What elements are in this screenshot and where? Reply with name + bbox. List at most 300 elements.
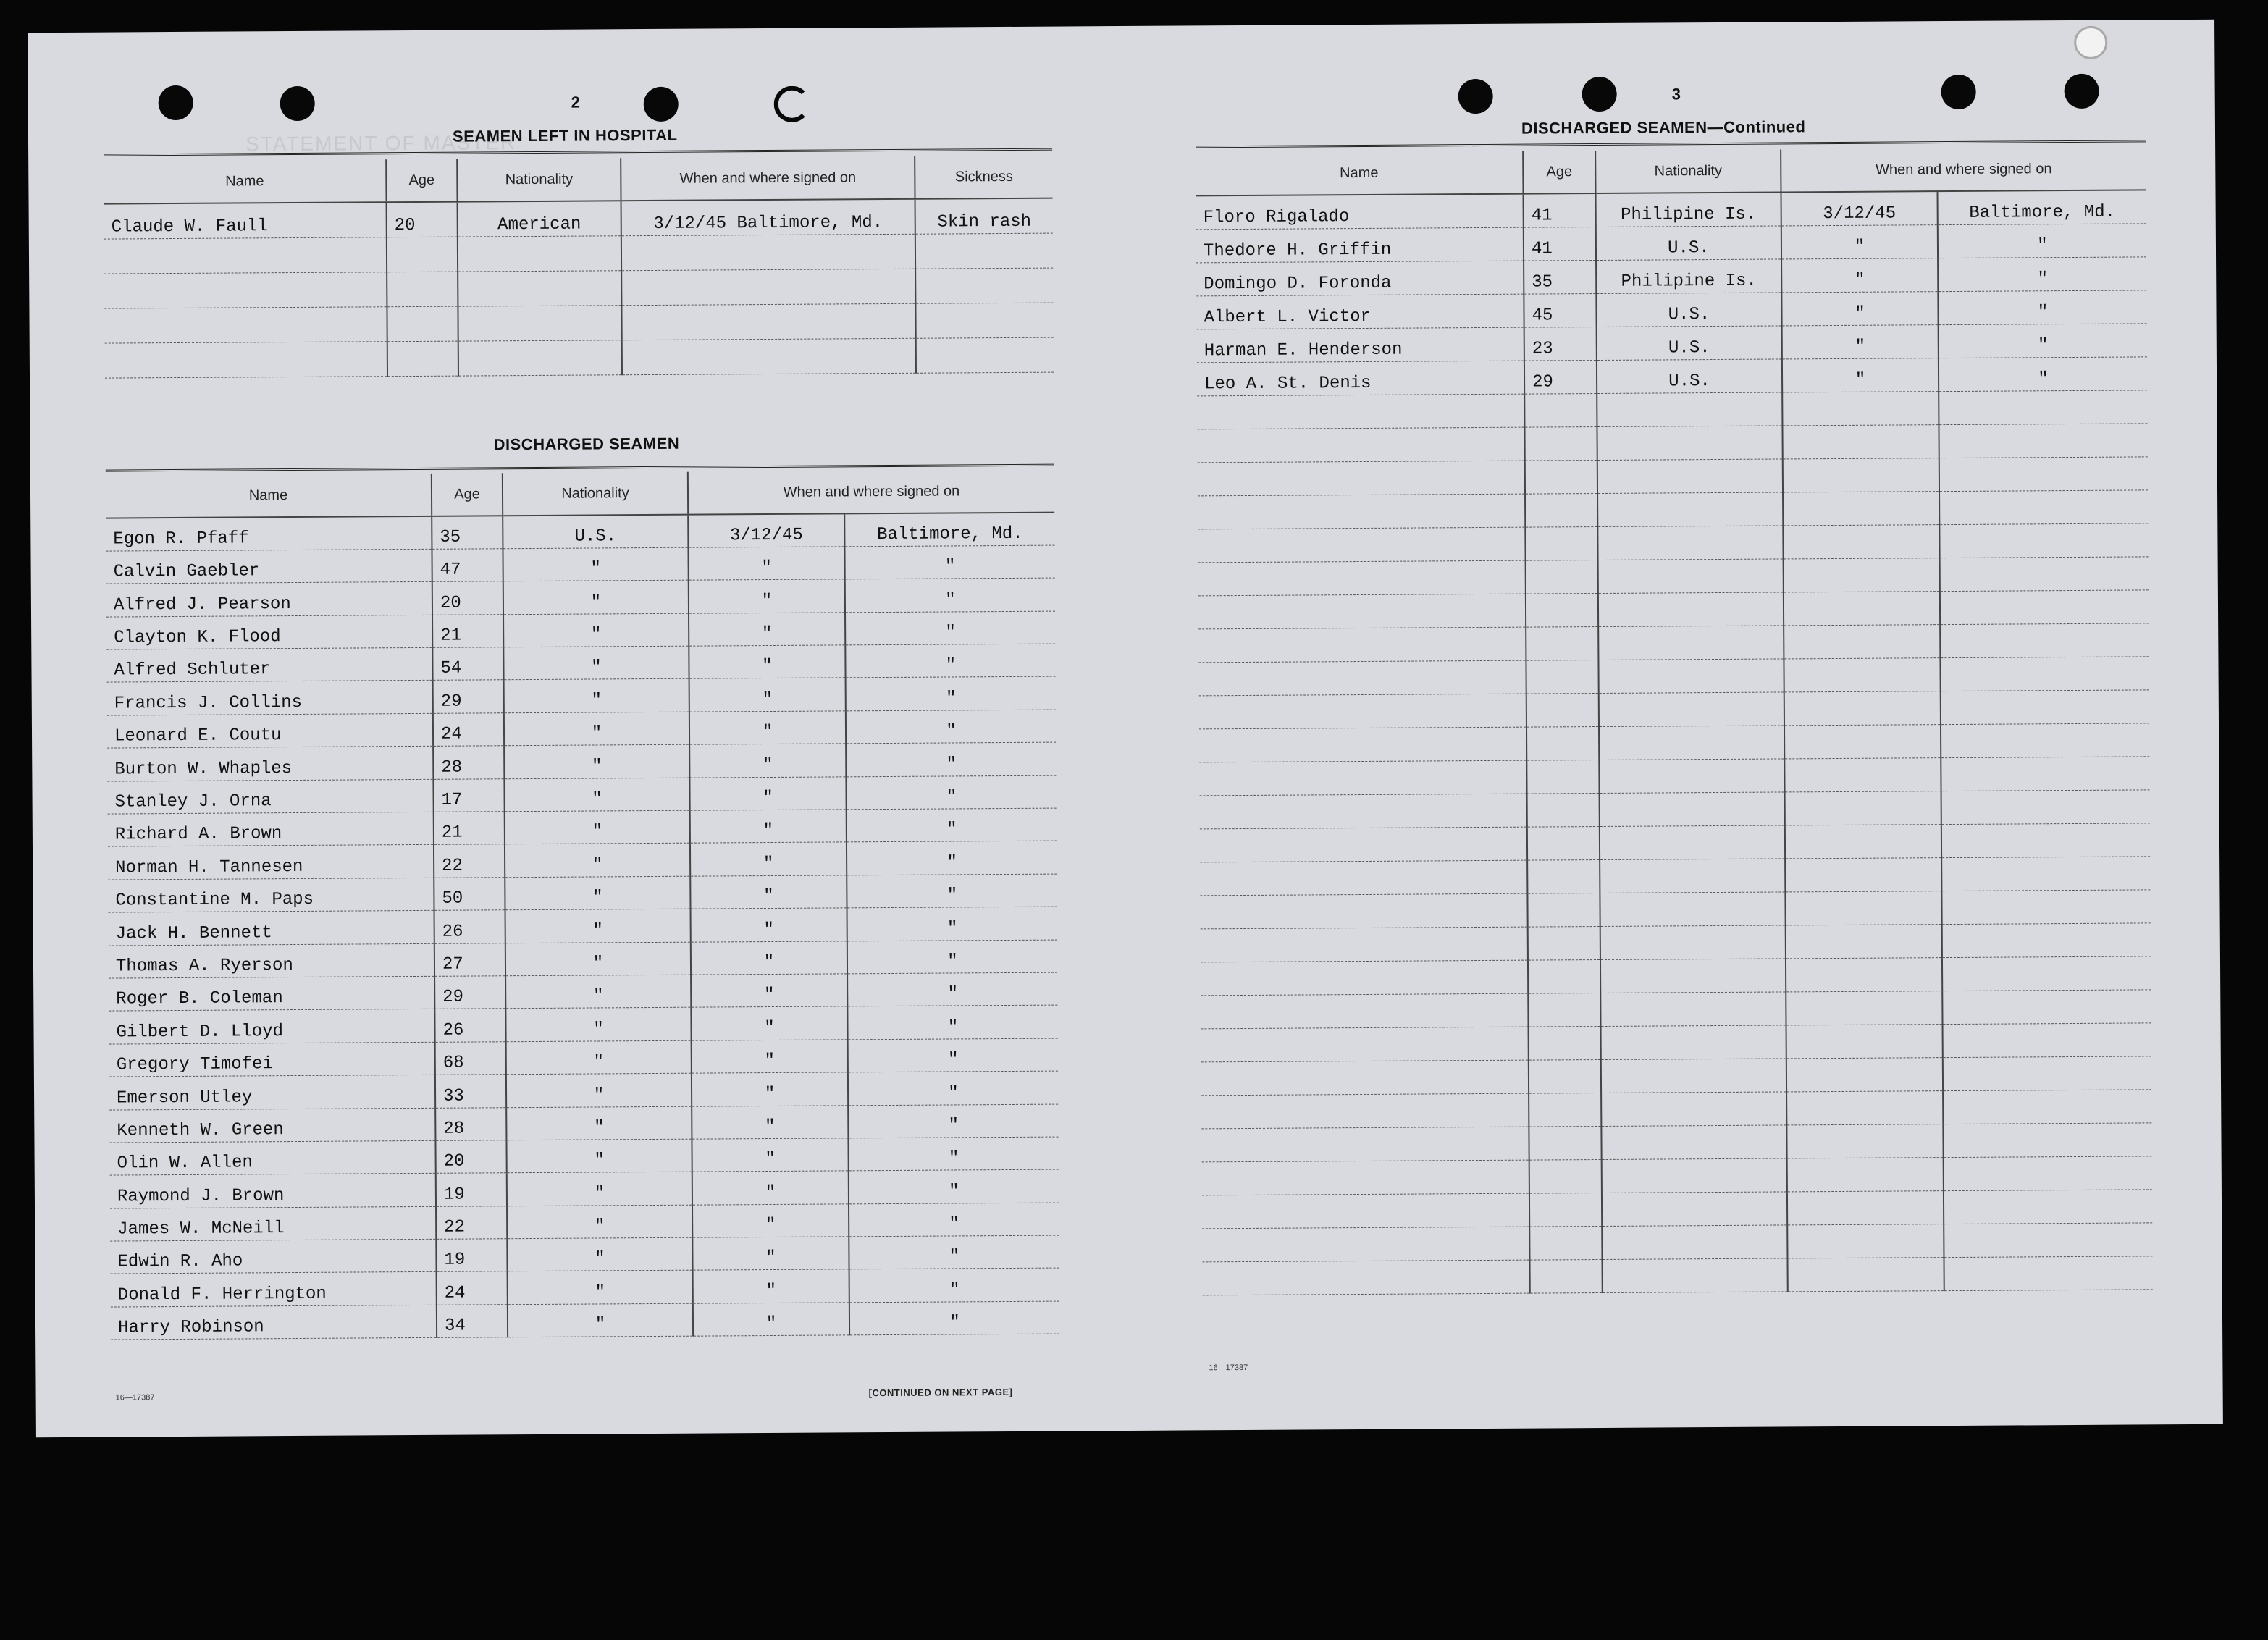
signed-on-place-cell: " [844,545,1054,579]
column-header: Name [104,159,386,203]
signed-on-date-cell: " [689,776,846,810]
blank-cell [1939,523,2148,558]
signed-on-place-cell: " [849,1203,1059,1237]
blank-row [1198,623,2149,662]
age-cell: 22 [434,844,505,878]
blank-cell [1599,725,1784,760]
name-cell: Alfred Schluter [106,647,432,682]
blank-cell [1529,1159,1602,1193]
blank-cell [1203,1260,1530,1295]
name-cell [104,237,387,273]
signed-on-place-cell: " [849,1269,1059,1303]
name-cell: James W. McNeill [110,1206,436,1241]
table-row [110,1235,1059,1274]
signed-on-date-cell: " [691,908,847,942]
blank-cell [1944,1189,2152,1224]
age-cell: 29 [433,680,504,713]
blank-cell [1786,1090,1943,1124]
signed-on-place-cell: " [848,1104,1058,1138]
blank-cell [1529,1093,1601,1127]
nationality-cell: " [506,1073,692,1107]
column-header: Name [1196,151,1523,196]
blank-cell [1940,556,2149,591]
blank-cell [1940,589,2149,624]
age-cell: 19 [436,1239,507,1272]
nationality-cell: Philipine Is. [1595,192,1781,227]
age-cell: 21 [434,812,505,845]
table-row [106,513,1054,551]
name-cell: Edwin R. Aho [110,1239,436,1274]
blank-cell [1527,859,1600,893]
signed-on-place-cell: " [1939,356,2147,391]
signed-on-place-cell: " [847,907,1057,941]
blank-cell [1200,827,1527,862]
name-cell: Clayton K. Flood [106,615,432,649]
table-row [104,303,1053,343]
blank-cell [1784,657,1940,691]
blank-cell [1597,392,1782,426]
signed-on-place-cell: " [846,742,1056,776]
page-number: 3 [1671,85,1681,104]
blank-row [1201,1122,2151,1161]
blank-cell [1783,458,1939,492]
signed-on-date-cell: " [689,579,845,613]
age-cell: 29 [434,976,505,1009]
age-cell: 41 [1523,193,1595,227]
blank-cell [1599,691,1784,726]
name-cell: Olin W. Allen [109,1140,435,1175]
age-cell: 23 [1524,327,1597,361]
blank-cell [1197,427,1524,463]
signed-on-date-cell: " [692,1040,848,1074]
blank-cell [1201,1060,1529,1096]
nationality-cell: " [505,844,690,878]
sickness-cell [916,337,1054,373]
blank-cell [1202,1193,1529,1229]
continued-note: [CONTINUED ON NEXT PAGE] [868,1386,1013,1399]
column-header: When and where signed on [621,156,915,201]
title-suffix: —Continued [1707,117,1806,137]
blank-cell [1786,957,1942,991]
signed-on-date-cell: " [689,678,846,712]
blank-cell [1526,760,1599,794]
nationality-cell [458,235,621,271]
signed-on-cell [621,303,915,340]
nationality-cell: " [505,810,690,844]
age-cell: 17 [433,778,504,812]
blank-row [1200,889,2150,928]
blank-cell [1784,691,1941,725]
signed-on-date-cell: " [690,875,847,909]
blank-cell [1201,927,1528,962]
blank-row [1201,1056,2151,1095]
blank-cell [1199,760,1526,796]
blank-cell [1201,1127,1529,1162]
blank-cell [1527,826,1600,860]
nationality-cell: " [506,1040,692,1075]
blank-cell [1597,425,1782,460]
signed-on-date-cell: " [688,547,844,581]
blank-cell [1787,1157,1944,1191]
blank-cell [1786,1057,1943,1091]
blank-cell [1198,527,1525,563]
table-row [106,611,1055,649]
blank-cell [1942,956,2151,991]
table-row [107,775,1056,814]
blank-cell [1943,1089,2151,1124]
name-cell: Albert L. Victor [1196,294,1524,329]
blank-cell [1785,791,1941,825]
blank-cell [1525,460,1597,494]
blank-cell [1526,693,1599,727]
name-cell: Gilbert D. Lloyd [109,1009,434,1044]
nationality-cell: U.S. [1596,225,1781,260]
column-header: Sickness [915,156,1052,199]
name-cell [105,341,387,377]
name-cell: Francis J. Collins [107,681,433,715]
blank-cell [1941,723,2149,757]
nationality-cell: " [504,679,689,713]
signed-on-place-cell: " [1939,323,2147,358]
blank-cell [1598,558,1784,593]
table-row [109,1071,1058,1109]
nationality-cell [458,305,621,340]
table-row [111,1301,1059,1340]
signed-on-place-cell: " [847,874,1057,908]
nationality-cell: " [505,942,691,976]
age-cell: 22 [436,1206,507,1239]
age-cell: 45 [1524,293,1596,327]
sickness-cell: Skin rash [915,198,1053,234]
table-row [109,1038,1058,1077]
nationality-cell: American [458,201,621,236]
blank-cell [1942,922,2151,957]
blank-cell [1943,1122,2151,1157]
signed-on-date-cell: " [1781,224,1938,258]
age-cell: 24 [437,1271,508,1305]
blank-cell [1786,991,1942,1025]
age-cell: 35 [432,516,503,549]
blank-cell [1200,860,1527,896]
column-header: Nationality [457,158,621,201]
signed-on-place-cell: " [847,972,1057,1006]
age-cell: 20 [435,1140,506,1174]
age-cell: 20 [432,581,503,615]
blank-cell [1787,1257,1944,1291]
blank-cell [1200,893,1527,929]
blank-cell [1601,1025,1786,1059]
blank-cell [1201,993,1528,1029]
signed-on-place-cell: " [846,710,1056,744]
blank-cell [1941,889,2150,924]
blank-row [1198,456,2148,495]
age-cell: 28 [435,1107,506,1140]
blank-row [1198,523,2148,562]
signed-on-cell: 3/12/45 Baltimore, Md. [621,199,915,235]
blank-cell [1529,1026,1601,1060]
blank-cell [1526,560,1598,594]
title-text: DISCHARGED SEAMEN [1521,118,1708,138]
column-header: When and where signed on [1781,147,2146,192]
name-cell [104,306,387,342]
blank-cell [1782,424,1939,458]
blank-cell [1599,758,1784,793]
nationality-cell: " [507,1205,692,1239]
age-cell: 50 [434,878,505,911]
table-row [107,742,1056,781]
column-header: Name [106,474,432,518]
blank-cell [1201,960,1528,996]
column-header: Nationality [1595,149,1781,193]
blank-cell [1525,493,1597,527]
age-cell: 33 [435,1075,506,1108]
name-cell: Egon R. Pfaff [106,516,432,551]
nationality-cell: U.S. [503,515,688,549]
blank-cell [1941,823,2150,857]
table-row [109,1104,1058,1143]
signed-on-date-cell: " [692,1171,849,1205]
blank-cell [1526,660,1598,694]
punch-hole [1582,77,1617,112]
nationality-cell: " [504,712,689,746]
blank-cell [1783,491,1939,525]
signed-on-date-cell: " [693,1269,849,1303]
punch-hole [280,86,315,121]
signed-on-place-cell: " [1938,256,2146,291]
blank-cell [1198,660,1526,696]
blank-cell [1786,1124,1943,1158]
signed-on-place-cell: " [846,677,1056,711]
signed-on-date-cell: 3/12/45 [688,513,844,547]
name-cell: Jack H. Bennett [109,911,434,946]
blank-cell [1784,591,1940,625]
blank-cell [1524,393,1597,427]
nationality-cell: U.S. [1597,325,1782,360]
blank-cell [1597,458,1783,493]
blank-cell [1939,456,2148,491]
blank-cell [1787,1190,1944,1224]
nationality-cell: " [505,909,691,943]
name-cell: Leonard E. Coutu [107,713,433,748]
blank-cell [1602,1191,1787,1226]
nationality-cell: " [504,744,689,778]
blank-row [1198,589,2149,628]
name-cell: Emerson Utley [109,1075,435,1109]
age-cell: 47 [432,549,503,582]
blank-cell [1944,1222,2152,1257]
discharged-continued-table [1196,147,2153,1295]
blank-cell [1939,390,2147,424]
table-row [108,808,1057,846]
header-row [106,470,1054,518]
blank-cell [1597,492,1783,526]
name-cell: Harry Robinson [111,1305,437,1340]
age-cell: 41 [1524,227,1596,261]
blank-cell [1527,793,1600,827]
nationality-cell: " [506,1106,692,1140]
blank-cell [1940,623,2149,657]
blank-cell [1787,1224,1944,1258]
signed-on-place-cell: " [848,1137,1058,1171]
blank-cell [1598,592,1784,626]
signed-on-place-cell: " [845,644,1055,678]
name-cell: Raymond J. Brown [110,1174,436,1208]
blank-cell [1939,423,2147,458]
blank-cell [1198,461,1525,496]
blank-row [1199,756,2149,795]
column-header: Age [1523,151,1595,194]
header-row [1196,147,2146,195]
age-cell: 20 [387,202,458,237]
nationality-cell: " [505,975,691,1009]
blank-row [1201,956,2151,995]
blank-cell [1941,789,2150,824]
age-cell [387,341,458,377]
nationality-cell: " [503,613,689,647]
blank-row [1201,922,2151,962]
blank-cell [1202,1227,1529,1262]
blank-cell [1529,1126,1601,1160]
signed-on-place-cell: " [849,1169,1059,1203]
signed-on-place-cell: " [848,1038,1058,1072]
table-row [104,268,1053,308]
blank-row [1203,1256,2153,1295]
blank-cell [1597,525,1783,560]
signed-on-cell [621,234,915,270]
blank-cell [1941,756,2149,791]
signed-on-date-cell: " [691,974,847,1008]
name-cell: Donald F. Herrington [111,1272,437,1307]
punch-hole [2074,26,2107,59]
signed-on-date-cell: " [1781,291,1938,325]
nationality-cell: " [503,646,689,680]
age-cell: 28 [433,746,504,779]
age-cell: 34 [437,1305,508,1338]
blank-cell [1943,1056,2151,1090]
blank-cell [1786,924,1942,958]
name-cell: Burton W. Whaples [107,747,433,781]
blank-cell [1198,494,1525,529]
signed-on-place-cell: " [845,578,1055,612]
blank-cell [1598,625,1784,660]
blank-cell [1784,724,1941,758]
blank-cell [1199,694,1526,729]
sickness-cell [915,303,1053,338]
signed-on-date-cell: " [689,645,845,679]
blank-cell [1529,1193,1602,1227]
name-cell: Norman H. Tannesen [108,845,434,880]
table-row [105,337,1054,378]
signed-on-place-cell: Baltimore, Md. [1937,190,2146,224]
blank-cell [1201,1093,1529,1129]
blank-cell [1600,958,1786,993]
signed-on-date-cell: " [1781,258,1938,292]
blank-cell [1784,757,1941,791]
table-row [110,1169,1059,1208]
signed-on-place-cell: " [845,611,1055,645]
punch-hole [159,85,193,120]
blank-cell [1600,858,1785,893]
table-row [109,1005,1057,1043]
name-cell: Constantine M. Paps [108,878,434,912]
name-cell: Richard A. Brown [108,812,434,846]
blank-cell [1601,1058,1786,1093]
table-row [109,1137,1058,1175]
blank-cell [1529,1259,1602,1293]
nationality-cell [458,340,622,375]
blank-cell [1784,624,1940,658]
punch-hole [1458,79,1493,114]
name-cell: Stanley J. Orna [107,779,433,814]
signed-on-date-cell: " [1782,324,1939,358]
age-cell: 27 [434,943,505,976]
blank-row [1202,1222,2152,1261]
punch-hole [774,86,810,122]
nationality-cell: " [508,1271,693,1305]
hospital-table [104,156,1054,378]
blank-cell [1198,594,1526,629]
sickness-cell [915,233,1053,269]
age-cell: 19 [436,1173,507,1206]
blank-cell [1939,489,2148,524]
blank-row [1200,856,2150,895]
discharged-section-title: DISCHARGED SEAMEN [493,434,680,454]
table-row [1196,290,2146,329]
blank-cell [1600,891,1785,926]
blank-cell [1940,656,2149,691]
blank-cell [1782,391,1939,425]
page-number: 2 [571,93,581,112]
blank-cell [1528,959,1600,993]
signed-on-place-cell: " [847,1005,1057,1039]
blank-cell [1600,825,1785,859]
age-cell: 35 [1524,260,1596,294]
signed-on-place-cell: " [846,775,1056,810]
table-row [1197,356,2147,395]
signed-on-place-cell: " [1938,290,2146,324]
signed-on-date-cell: " [692,1204,849,1238]
table-row [1196,223,2146,262]
hospital-section-title: SEAMEN LEFT IN HOSPITAL [452,125,678,146]
blank-cell [1601,1124,1786,1159]
signed-on-date-cell: " [692,1237,849,1271]
blank-cell [1786,1024,1943,1058]
blank-cell [1942,989,2151,1024]
blank-cell [1198,560,1526,596]
blank-row [1202,1156,2152,1195]
blank-cell [1784,558,1940,592]
name-cell: Domingo D. Foronda [1196,261,1524,296]
age-cell: 29 [1524,360,1597,394]
name-cell: Thedore H. Griffin [1196,227,1524,263]
table-row [104,198,1053,239]
signed-on-date-cell: " [1782,358,1939,392]
name-cell: Calvin Gaebler [106,549,432,584]
signed-on-place-cell: Baltimore, Md. [844,513,1054,547]
header-row [104,156,1052,204]
form-number: 16—17387 [1209,1363,1248,1373]
signed-on-date-cell: " [692,1105,848,1139]
blank-cell [1598,658,1784,693]
blank-cell [1785,857,1941,891]
blank-cell [1783,524,1939,558]
nationality-cell: " [505,1008,691,1042]
signed-on-place-cell: " [849,1301,1059,1335]
table-row [111,1269,1059,1307]
table-row [109,940,1057,978]
blank-row [1200,789,2150,828]
blank-cell [1200,794,1527,829]
